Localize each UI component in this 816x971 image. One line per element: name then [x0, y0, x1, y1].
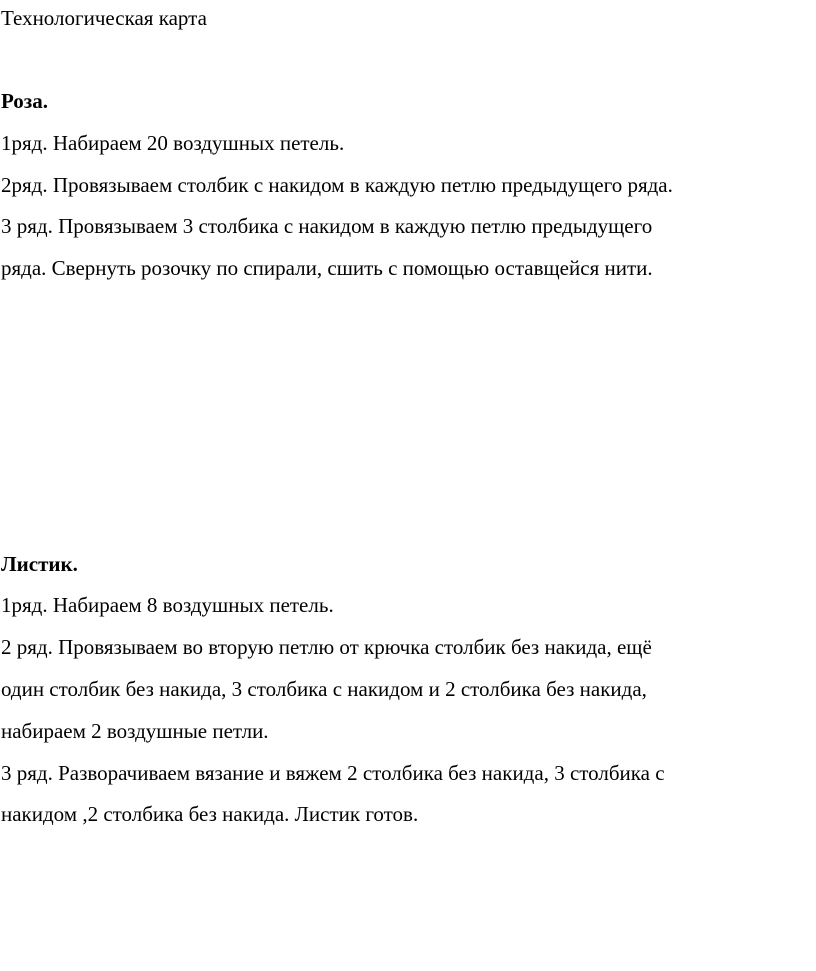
leaf-line-4: набираем 2 воздушные петли. [1, 719, 269, 743]
rose-line-3: 3 ряд. Провязываем 3 столбика с накидом в каждую петлю предыдущего [1, 214, 653, 238]
leaf-line-6: накидом ,2 столбика без накида. Листик готов. [1, 802, 419, 826]
document-title: Технологическая карта [1, 6, 207, 30]
rose-line-2: 2ряд. Провязываем столбик с накидом в каждую петлю предыдущего ряда. [1, 173, 673, 197]
leaf-line-1: 1ряд. Набираем 8 воздушных петель. [1, 593, 334, 617]
rose-line-4: ряда. Свернуть розочку по спирали, сшить с помощью оставщейся нити. [1, 256, 653, 280]
leaf-line-5: 3 ряд. Разворачиваем вязание и вяжем 2 столбика без накида, 3 столбика с [1, 761, 665, 785]
rose-heading: Роза. [1, 89, 48, 113]
leaf-line-2: 2 ряд. Провязываем во вторую петлю от крючка столбик без накида, ещё [1, 635, 652, 659]
rose-line-1: 1ряд. Набираем 20 воздушных петель. [1, 131, 345, 155]
leaf-line-3: один столбик без накида, 3 столбика с накидом и 2 столбика без накида, [1, 677, 647, 701]
leaf-heading: Листик. [1, 552, 78, 576]
